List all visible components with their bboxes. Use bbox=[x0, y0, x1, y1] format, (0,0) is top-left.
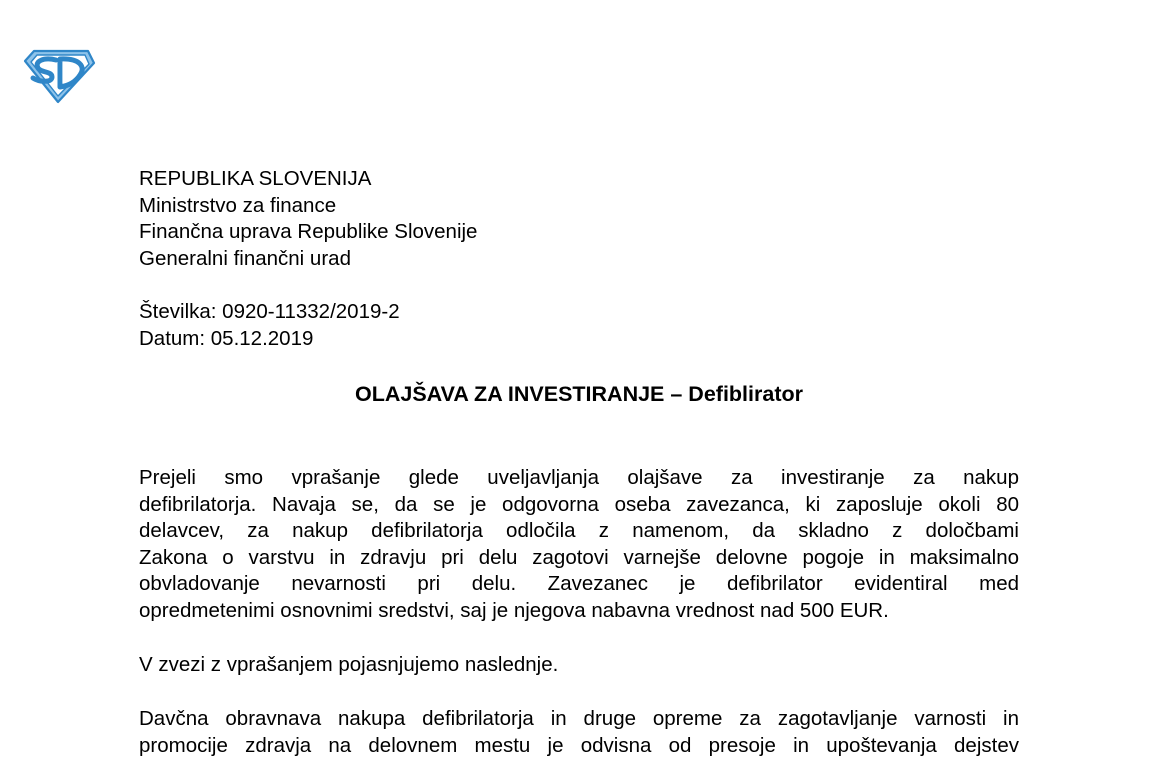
paragraph-line: Zakona o varstvu in zdravju pri delu zagotovi varnejše delovne pogoje in maksimalno bbox=[139, 545, 1019, 569]
paragraph-line: obvladovanje nevarnosti pri delu. Zavezanec je defibrilator evidentiral med bbox=[139, 572, 1019, 596]
paragraph-line: opredmetenimi osnovnimi sredstvi, saj je njegova nabavna vrednost nad 500 EUR. bbox=[139, 598, 889, 622]
header-line-administration: Finančna uprava Republike Slovenije bbox=[139, 220, 478, 244]
paragraph-line: defibrilatorja. Navaja se, da se je odgovorna oseba zavezanca, ki zaposluje okoli 80 bbox=[139, 492, 1019, 516]
fu-logo-icon bbox=[22, 47, 96, 104]
document-number: Številka: 0920-11332/2019-2 bbox=[139, 300, 400, 323]
document-title: OLAJŠAVA ZA INVESTIRANJE – Defiblirator bbox=[355, 382, 803, 406]
paragraph-answer bbox=[139, 706, 1019, 759]
paragraph-line: delavcev, za nakup defibrilatorja odločila z namenom, da skladno z določbami bbox=[139, 519, 1019, 543]
document-date: Datum: 05.12.2019 bbox=[139, 326, 314, 350]
institution-header bbox=[139, 166, 477, 273]
header-line-office: Generalni finančni urad bbox=[139, 247, 351, 271]
paragraph-line: V zvezi z vprašanjem pojasnjujemo naslednje. bbox=[139, 653, 559, 676]
paragraph-line: Prejeli smo vprašanje glede uveljavljanja olajšave za investiranje za nakup bbox=[139, 466, 1019, 489]
header-line-republic: REPUBLIKA SLOVENIJA bbox=[139, 167, 372, 190]
paragraph-line: promocije zdravja na delovnem mestu je odvisna od presoje in upoštevanja dejstev bbox=[139, 733, 1019, 757]
document-meta bbox=[139, 299, 400, 352]
paragraph-line: Davčna obravnava nakupa defibrilatorja in druge opreme za zagotavljanje varnosti in bbox=[139, 707, 1019, 730]
paragraph-intro-answer bbox=[139, 652, 1019, 679]
header-line-ministry: Ministrstvo za finance bbox=[139, 193, 337, 217]
paragraph-question bbox=[139, 465, 1019, 625]
